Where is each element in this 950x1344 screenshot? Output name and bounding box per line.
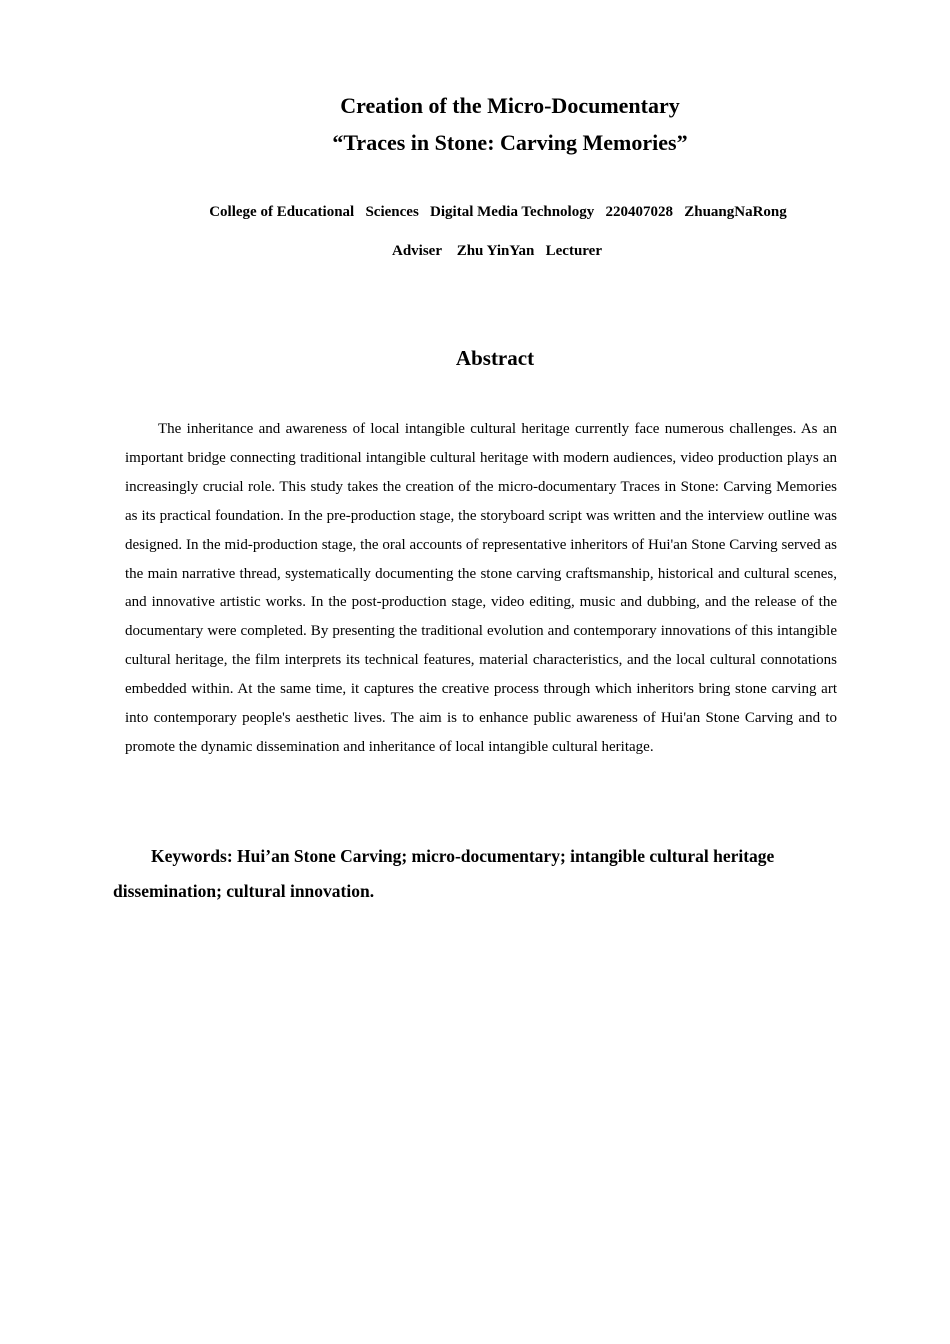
adviser-info: Adviser Zhu YinYan Lecturer	[391, 243, 602, 259]
title-line-1: Creation of the Micro-Documentary	[340, 93, 680, 118]
abstract-heading: Abstract	[455, 346, 535, 370]
abstract-body: The inheritance and awareness of local intangible cultural heritage currently face numerous challenges. As an important bridge connecting traditional intangible cultural heritage with modern audiences, video production plays an increasingly crucial role. This study takes the creation of the micro-documentary Traces in Stone: Carving Memories as its practical foundation. In the pre-production stage, the storyboard script was written and the interview outline was designed. In the mid-production stage, the oral accounts of representative inheritors of Hui'an Stone Carving served as the main narrative thread, systematically documenting the stone carving craftsmanship, historical and cultural scenes, and innovative artistic works. In the post-production stage, video editing, music and dubbing, and the release of the documentary were completed. By presenting the traditional evolution and contemporary innovations of this intangible cultural heritage, the film interprets its technical features, material characteristics, and the local cultural connotations embedded within. At the same time, it captures the creative process through which inheritors bring stone carving art into contemporary people's aesthetic lives. The aim is to enhance public awareness of Hui'an Stone Carving and to promote the dynamic dissemination and inheritance of local intangible cultural heritage.	[125, 421, 837, 755]
title-line-2: “Traces in Stone: Carving Memories”	[332, 130, 688, 155]
keywords: Keywords: Hui’an Stone Carving; micro-documentary; intangible cultural heritage dissemination; cultural innovation.	[113, 846, 775, 901]
author-info: College of Educational Sciences Digital Media Technology 220407028 ZhuangNaRong	[209, 204, 787, 220]
